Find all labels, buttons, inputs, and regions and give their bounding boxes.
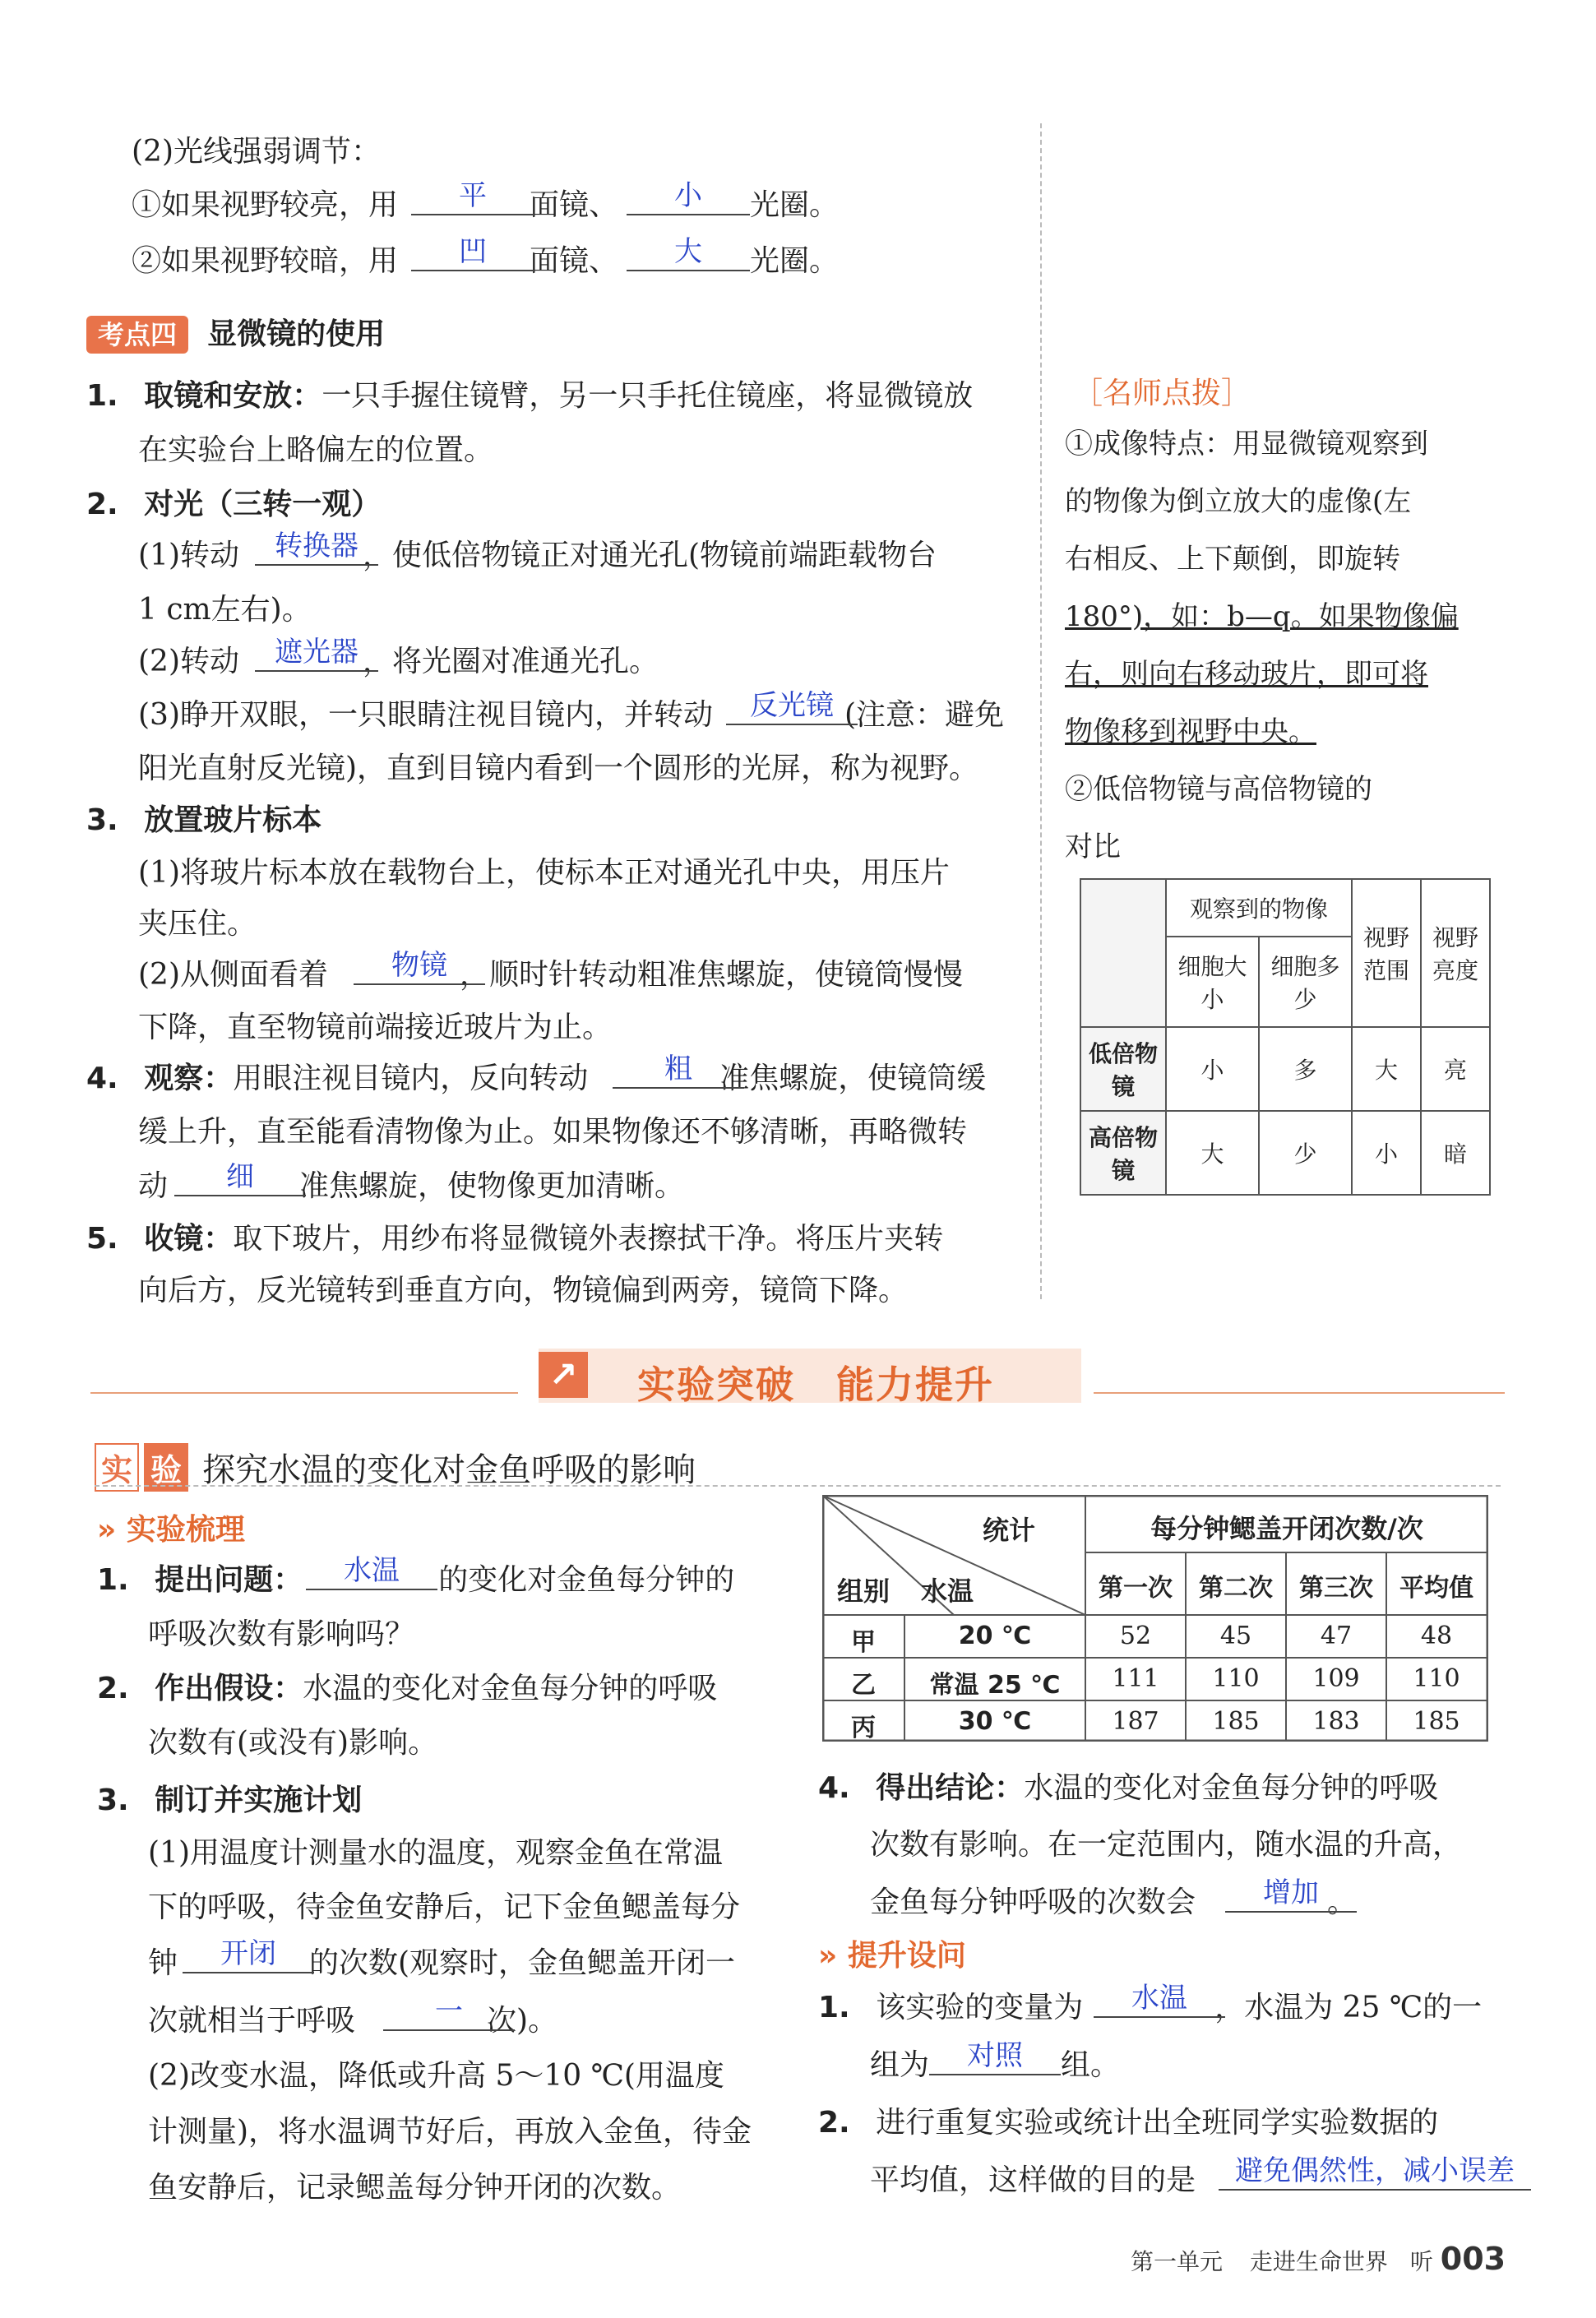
answer-blank: 物镜 xyxy=(354,951,485,985)
q3-1: (1)用温度计测量水的温度，观察金鱼在常温 xyxy=(148,1836,723,1870)
item3-2-line2: 下降，直至物镜前端接近玻片为止。 xyxy=(138,1011,613,1044)
item4-line1: 4. 观察：用眼注视目镜内，反向转动 准焦螺旋，使镜筒缓 xyxy=(86,1062,987,1095)
table-cell: 少 xyxy=(1259,1111,1352,1195)
row-cell: 47 xyxy=(1320,1622,1353,1650)
row-cell: 109 xyxy=(1312,1664,1360,1693)
item5-line2: 向后方，反光镜转到垂直方向，物镜偏到两旁，镜筒下降。 xyxy=(138,1274,909,1307)
row-cell: 110 xyxy=(1212,1664,1260,1693)
table-cell: 大 xyxy=(1352,1027,1421,1111)
banner-rule-left xyxy=(90,1392,518,1394)
item2-2-line: (2)转动 ，将光圈对准通光孔。 xyxy=(138,645,659,678)
p1-line2: 组为 组。 xyxy=(870,2048,1121,2082)
row-cell: 110 xyxy=(1413,1664,1460,1693)
answer-blank: 大 xyxy=(627,237,750,271)
q1-line: 1. 提出问题： 的变化对金鱼每分钟的 xyxy=(97,1563,735,1597)
item3-2-line: (2)从侧面看着 ，顺时针转动粗准焦螺旋，使镜筒慢慢 xyxy=(138,958,964,992)
row-cell: 185 xyxy=(1413,1707,1460,1736)
item2-3-line: (3)睁开双眼，一只眼睛注视目镜内，并转动 (注意：避免 xyxy=(138,698,1005,732)
answer-blank: 一 xyxy=(383,1996,515,2031)
answer-blank: 水温 xyxy=(306,1556,437,1590)
section-badge: 考点四 xyxy=(86,316,188,354)
col-header: 第二次 xyxy=(1199,1574,1273,1603)
answer-blank: 对照 xyxy=(929,2041,1061,2075)
q3-2: (2)改变水温，降低或升高 5～10 ℃(用温度 xyxy=(148,2059,724,2093)
footer-unit: 第一单元 xyxy=(1131,2248,1224,2275)
experiment-title: 探究水温的变化对金鱼呼吸的影响 xyxy=(202,1451,696,1489)
item1-line1: 1. 取镜和安放：一只手握住镜臂，另一只手托住镜座，将显微镜放 xyxy=(86,379,974,413)
item2-1-line2: 1 cm左右)。 xyxy=(138,593,312,627)
row-cell: 45 xyxy=(1219,1622,1252,1650)
footer xyxy=(1131,2241,1506,2277)
arrow-icon: ↗ xyxy=(539,1352,588,1398)
q4-line2: 次数有影响。在一定范围内，随水温的升高， xyxy=(870,1828,1463,1862)
row-group: 甲 xyxy=(851,1628,876,1657)
footer-chapter: 走进生命世界 xyxy=(1249,2248,1388,2275)
subsection-title: » 实验梳理 xyxy=(97,1513,245,1547)
row-temp: 30 ℃ xyxy=(958,1707,1032,1736)
q4-line: 4. 得出结论：水温的变化对金鱼每分钟的呼吸 xyxy=(818,1771,1439,1805)
table-header: 细胞大小 xyxy=(1166,937,1259,1027)
table-header: 视野范围 xyxy=(1352,879,1421,1027)
table-main-header: 每分钟鳃盖开闭次数/次 xyxy=(1150,1513,1423,1544)
p1-line: 1. 该实验的变量为 ，水温为 25 ℃的一 xyxy=(818,1991,1483,2024)
double-chevron-icon: » xyxy=(97,1513,117,1547)
section-title: 显微镜的使用 xyxy=(207,317,386,351)
answer-blank: 小 xyxy=(627,181,750,215)
objective-compare-table xyxy=(1080,878,1491,1196)
top-line3: ②如果视野较暗，用 面镜、 光圈。 xyxy=(132,244,840,278)
answer-blank: 开闭 xyxy=(183,1939,314,1973)
row-cell: 187 xyxy=(1112,1707,1159,1736)
table-cell: 大 xyxy=(1166,1111,1259,1195)
table-header: 细胞多少 xyxy=(1259,937,1352,1027)
top-line2: ①如果视野较亮，用 面镜、 光圈。 xyxy=(132,188,840,222)
answer-blank: 遮光器 xyxy=(255,637,378,672)
answer-blank: 反光镜 xyxy=(726,691,858,725)
row-temp: 20 ℃ xyxy=(958,1622,1032,1650)
col-header: 第一次 xyxy=(1099,1574,1173,1603)
q3-1d: 次就相当于呼吸 次)。 xyxy=(148,2004,558,2038)
item2-3-line2: 阳光直射反光镜)，直到目镜内看到一个圆形的光屏，称为视野。 xyxy=(138,752,979,785)
item3-1: (1)将玻片标本放在载物台上，使标本正对通光孔中央，用压片 xyxy=(138,856,950,890)
page-number: 003 xyxy=(1440,2241,1506,2277)
q3-head: 3. 制订并实施计划 xyxy=(97,1784,363,1817)
corner-top: 统计 xyxy=(983,1515,1036,1546)
item2-1-line: (1)转动 ，使低倍物镜正对通光孔(物镜前端距载物台 xyxy=(138,539,937,572)
p2-line: 2. 进行重复实验或统计出全班同学实验数据的 xyxy=(818,2106,1439,2140)
answer-blank: 避免偶然性，减小误差 xyxy=(1219,2156,1531,2191)
q1-line2: 呼吸次数有影响吗？ xyxy=(148,1617,415,1651)
q3-2b: 计测量)，将水温调节好后，再放入金鱼，待金 xyxy=(148,2115,752,2149)
table-cell: 亮 xyxy=(1421,1027,1490,1111)
top-line1: (2)光线强弱调节： xyxy=(132,135,381,169)
item4-line3: 动 准焦螺旋，使物像更加清晰。 xyxy=(138,1169,685,1203)
q2-line: 2. 作出假设：水温的变化对金鱼每分钟的呼吸 xyxy=(97,1672,718,1705)
item5-line1: 5. 收镜：取下玻片，用纱布将显微镜外表擦拭干净。将压片夹转 xyxy=(86,1222,944,1256)
row-cell: 185 xyxy=(1212,1707,1260,1736)
row-temp: 常温 25 ℃ xyxy=(929,1671,1061,1700)
answer-blank: 细 xyxy=(174,1162,306,1196)
row-cell: 52 xyxy=(1119,1622,1152,1650)
table-cell: 暗 xyxy=(1421,1111,1490,1195)
q4-line3: 金鱼每分钟呼吸的次数会 。 xyxy=(870,1885,1358,1919)
table-row-label: 低倍物镜 xyxy=(1080,1027,1166,1111)
experiment-rule xyxy=(95,1485,1501,1487)
item3-head: 3. 放置玻片标本 xyxy=(86,803,322,837)
banner-rule-right xyxy=(1094,1392,1505,1394)
answer-blank: 凹 xyxy=(411,237,534,271)
row-group: 丙 xyxy=(851,1714,876,1742)
table-row-label: 高倍物镜 xyxy=(1080,1111,1166,1195)
tips-body: ①成像特点：用显微镜观察到 的物像为倒立放大的虚像(左 右相反、上下颠倒，即旋转 180°)，如：b—q。如果物像偏 右，则向右移动玻片，即可将 物像移到视野中央。 ②低倍物镜与高倍物镜的 对比 xyxy=(1065,428,1459,863)
answer-blank: 增加 xyxy=(1225,1878,1357,1913)
footer-listen: 听 xyxy=(1409,2248,1433,2275)
col-header: 第三次 xyxy=(1299,1574,1373,1603)
experiment-badge: 验 xyxy=(144,1443,188,1492)
col-header: 平均值 xyxy=(1399,1574,1473,1603)
experiment-badge: 实 xyxy=(95,1443,139,1492)
corner-mid: 水温 xyxy=(921,1575,974,1607)
row-cell: 48 xyxy=(1420,1622,1453,1650)
q3-2c: 鱼安静后，记录鳃盖每分钟开闭的次数。 xyxy=(148,2171,682,2205)
q3-1c: 钟 的次数(观察时，金鱼鳃盖开闭一 xyxy=(148,1946,736,1980)
answer-blank: 平 xyxy=(411,181,534,215)
item3-1b: 夹压住。 xyxy=(138,907,257,941)
answer-blank: 粗 xyxy=(613,1054,744,1089)
subsection-title: » 提升设问 xyxy=(818,1939,966,1973)
table-cell: 小 xyxy=(1352,1111,1421,1195)
row-cell: 183 xyxy=(1312,1707,1360,1736)
experiment-table xyxy=(822,1495,1488,1742)
row-group: 乙 xyxy=(851,1671,876,1700)
table-cell: 多 xyxy=(1259,1027,1352,1111)
p2-line2: 平均值，这样做的目的是 xyxy=(870,2163,1196,2197)
answer-blank: 转换器 xyxy=(255,531,378,566)
answer-blank: 水温 xyxy=(1094,1983,1225,2018)
corner-left: 组别 xyxy=(837,1575,891,1607)
table-header: 观察到的物像 xyxy=(1166,879,1352,937)
table-cell: 小 xyxy=(1166,1027,1259,1111)
section-header xyxy=(86,311,385,353)
item1-line2: 在实验台上略偏左的位置。 xyxy=(138,433,494,467)
double-chevron-icon: » xyxy=(818,1939,838,1973)
banner-text: 实验突破 能力提升 xyxy=(637,1363,994,1407)
banner xyxy=(539,1349,1081,1407)
q2-line2: 次数有(或没有)影响。 xyxy=(148,1726,438,1760)
q3-1b: 下的呼吸，待金鱼安静后，记下金鱼鳃盖每分 xyxy=(148,1890,741,1924)
table-header: 视野亮度 xyxy=(1421,879,1490,1027)
tips-title: ［名师点拨］ xyxy=(1073,377,1251,410)
column-divider xyxy=(1040,123,1042,1299)
item4-line2: 缓上升，直至能看清物像为止。如果物像还不够清晰，再略微转 xyxy=(138,1115,968,1149)
item2-head: 2. 对光（三转一观） xyxy=(86,488,382,521)
row-cell: 111 xyxy=(1112,1664,1159,1693)
